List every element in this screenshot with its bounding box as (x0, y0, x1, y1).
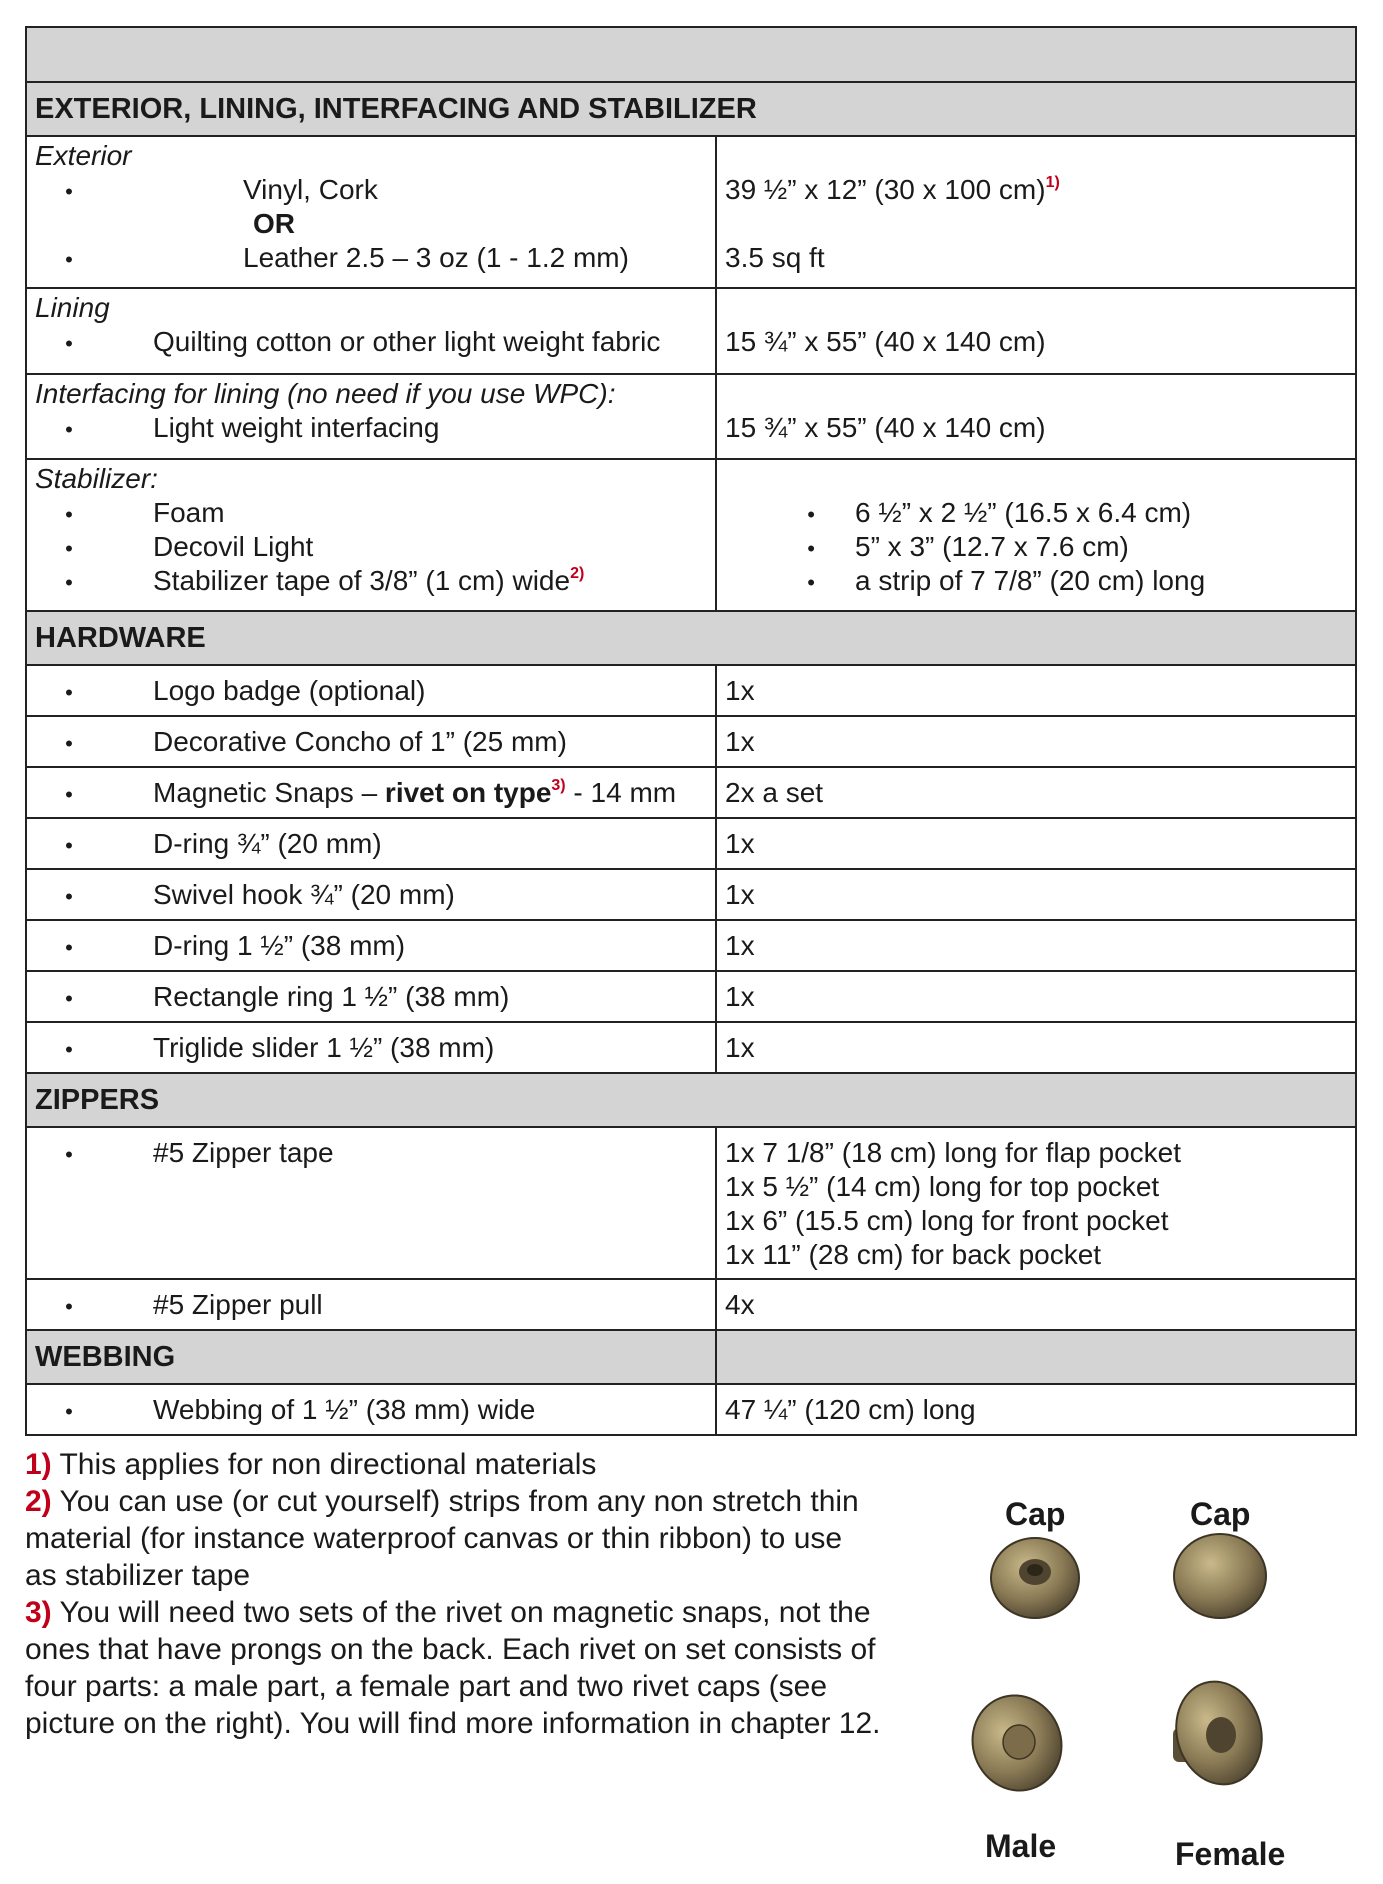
quantity: 15 ¾” x 55” (40 x 140 cm) (725, 412, 1046, 443)
list-item: • #5 Zipper pull (65, 1288, 323, 1320)
stabilizer-row (26, 459, 1356, 611)
list-item: • Decorative Concho of 1” (25 mm) (65, 725, 567, 757)
table-row (26, 1384, 1356, 1435)
quantity: 1x (716, 818, 1356, 869)
footnote-ref: 1) (1045, 174, 1060, 191)
list-item: • Foam (65, 497, 225, 528)
stabilizer-items-cell (26, 459, 716, 611)
section-exterior-header (26, 82, 1356, 136)
quantity: 15 ¾” x 55” (40 x 140 cm) (725, 326, 1046, 357)
snap-parts-icon (935, 1488, 1345, 1868)
list-item: • 5” x 3” (12.7 x 7.6 cm) (807, 531, 1129, 562)
list-item: • Swivel hook ¾” (20 mm) (65, 878, 455, 910)
footnote-1: 1) This applies for non directional materials (25, 1448, 597, 1481)
male-label: Male (985, 1828, 1057, 1864)
table-row (26, 1279, 1356, 1330)
table-row (26, 665, 1356, 716)
list-item: • Vinyl, Cork (65, 174, 378, 205)
footnotes (25, 1446, 905, 1742)
section-title: ZIPPERS (26, 1073, 1356, 1127)
quantity: 3.5 sq ft (725, 242, 825, 273)
table-row (26, 818, 1356, 869)
table-row (26, 767, 1356, 818)
quantity: 1x (716, 869, 1356, 920)
exterior-items-cell (26, 136, 716, 288)
requirements-table (25, 26, 1357, 1436)
interfacing-row (26, 374, 1356, 459)
stabilizer-qty-cell (716, 459, 1356, 611)
quantity: 1x (716, 665, 1356, 716)
table-row (26, 869, 1356, 920)
category-label: Interfacing for lining (no need if you use WPC): (35, 378, 616, 409)
section-hardware-header (26, 611, 1356, 665)
quantity: 1x (716, 920, 1356, 971)
list-item: • Light weight interfacing (65, 412, 440, 443)
list-item: • Rectangle ring 1 ½” (38 mm) (65, 980, 510, 1012)
list-item: • Webbing of 1 ½” (38 mm) wide (65, 1393, 536, 1425)
list-item: • a strip of 7 7/8” (20 cm) long (807, 565, 1206, 596)
footnote-ref: 3) (551, 776, 566, 794)
quantity: 1x (716, 716, 1356, 767)
list-item: • Magnetic Snaps – rivet on type$^{3)}$ - 14 mm (65, 776, 677, 808)
quantity: 47 ¼” (120 cm) long (716, 1384, 1356, 1435)
category-label: Exterior (35, 140, 132, 171)
quantity: 1x (716, 971, 1356, 1022)
blank-header-row (26, 27, 1356, 82)
quantity: 2x a set (716, 767, 1356, 818)
exterior-qty-cell (716, 136, 1356, 288)
footnote-3: 3) You will need two sets of the rivet on magnetic snaps, not the ones that have prongs on the back. Each rivet on set consists of four parts: a male part, a female part and two rivet caps (see picture on the right). You will find more information in chapter 12. (25, 1596, 881, 1740)
category-label: Stabilizer: (35, 463, 158, 494)
section-title: WEBBING (26, 1330, 716, 1384)
lining-qty-cell (716, 288, 1356, 374)
list-item: • Logo badge (optional) (65, 674, 426, 706)
table-row (26, 971, 1356, 1022)
section-webbing-header (26, 1330, 1356, 1384)
female-label: Female (1175, 1836, 1286, 1872)
list-item: • Leather 2.5 – 3 oz (1 - 1.2 mm) (65, 242, 629, 273)
table-row (26, 716, 1356, 767)
list-item: • D-ring ¾” (20 mm) (65, 827, 382, 859)
interfacing-qty-cell (716, 374, 1356, 459)
list-item: • Triglide slider 1 ½” (38 mm) (65, 1031, 495, 1063)
list-item: • Stabilizer tape of 3/8” (1 cm) wide$^{2)}$ (65, 565, 585, 596)
quantity: 1x 11” (28 cm) for back pocket (725, 1239, 1102, 1270)
quantity: 39 ½” x 12” (30 x 100 cm)$^{1)}$ (725, 174, 1060, 205)
list-item: • Decovil Light (65, 531, 314, 562)
table-row (26, 920, 1356, 971)
quantity: 1x 5 ½” (14 cm) long for top pocket (725, 1171, 1160, 1202)
list-item: • 6 ½” x 2 ½” (16.5 x 6.4 cm) (807, 497, 1192, 528)
cap-label: Cap (1190, 1496, 1251, 1532)
table-row (26, 1022, 1356, 1073)
lining-row (26, 288, 1356, 374)
exterior-row (26, 136, 1356, 288)
or-label: OR (253, 208, 295, 239)
quantity: 1x 7 1/8” (18 cm) long for flap pocket (725, 1137, 1181, 1168)
list-item: • #5 Zipper tape (65, 1137, 334, 1168)
cap-label: Cap (1005, 1496, 1066, 1532)
section-title: HARDWARE (26, 611, 1356, 665)
quantity: 1x (716, 1022, 1356, 1073)
list-item: • D-ring 1 ½” (38 mm) (65, 929, 406, 961)
category-label: Lining (35, 292, 110, 323)
magnetic-snap-photo (935, 1488, 1345, 1872)
section-title: EXTERIOR, LINING, INTERFACING AND STABILIZER (26, 82, 1356, 136)
interfacing-items-cell (26, 374, 716, 459)
footnote-ref: 2) (570, 565, 585, 582)
lining-items-cell (26, 288, 716, 374)
section-zippers-header (26, 1073, 1356, 1127)
quantity: 4x (716, 1279, 1356, 1330)
quantity: 1x 6” (15.5 cm) long for front pocket (725, 1205, 1169, 1236)
list-item: • Quilting cotton or other light weight fabric (65, 326, 661, 357)
table-row (26, 1127, 1356, 1279)
footnote-2: 2) You can use (or cut yourself) strips from any non stretch thin material (for instance waterproof canvas or thin ribbon) to use as stabilizer tape (25, 1485, 859, 1592)
